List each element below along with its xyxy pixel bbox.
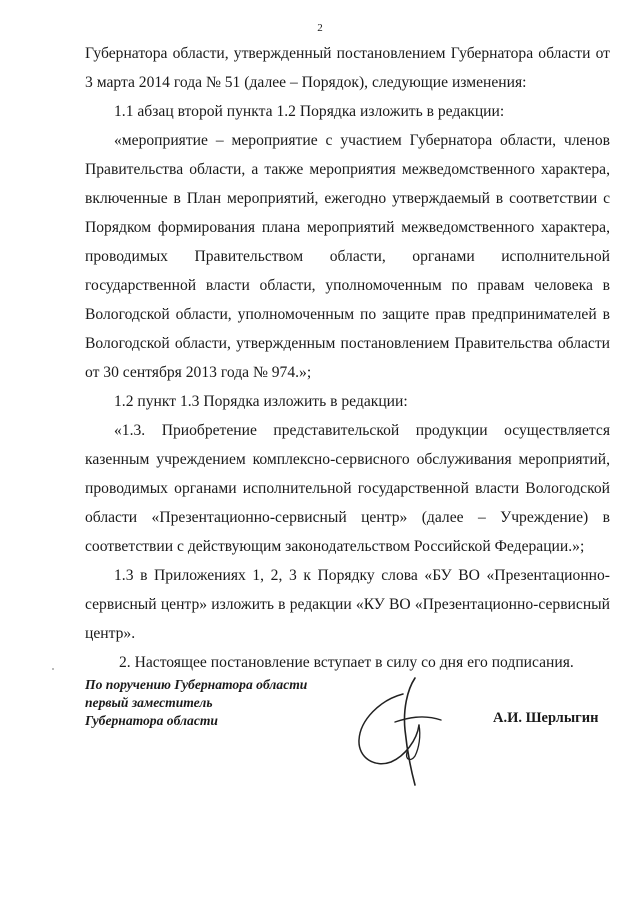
paragraph-1-1: 1.1 абзац второй пункта 1.2 Порядка изложить в редакции: <box>114 103 505 120</box>
paragraph-quote-1: «мероприятие – мероприятие с участием Губернатора области, членов Правительства области, а также мероприятия межведомственного характера, включенные в План мероприятий, ежегодно утверждаемый в соответствии с Порядком формирования плана мероприятий межведомственного характера, проводимых Правительством области, органами исполнительной государственной власти области, уполномоченным по правам человека в Вологодской области, уполномоченным по защите прав предпринимателей в Вологодской области, утвержденным постановлением Правительства области от 30 сентября 2013 года № 974.»; <box>85 132 610 381</box>
signature-line-2: первый заместитель <box>85 695 213 710</box>
signature-position-block <box>85 676 307 730</box>
document-body <box>85 39 610 677</box>
signature-line-1: По поручению Губернатора области <box>85 677 308 692</box>
paragraph-2: 2. Настоящее постановление вступает в силу со дня его подписания. <box>119 654 574 671</box>
page-number: 2 <box>317 22 323 34</box>
signatory-name: А.И. Шерлыгин <box>493 710 599 726</box>
margin-mark <box>52 668 54 670</box>
signature-line-3: Губернатора области <box>85 713 218 728</box>
paragraph-1-2: 1.2 пункт 1.3 Порядка изложить в редакции: <box>114 393 408 410</box>
handwritten-signature <box>345 670 455 790</box>
paragraph-intro: Губернатора области, утвержденный постановлением Губернатора области от 3 марта 2014 года № 51 (далее – Порядок), следующие изменения: <box>85 45 610 91</box>
paragraph-quote-2: «1.3. Приобретение представительской продукции осуществляется казенным учреждением комплексно-сервисного обслуживания мероприятий, проводимых органами исполнительной государственной власти Вологодской области «Презентационно-сервисный центр» (далее – Учреждение) в соответствии с действующим законодательством Российской Федерации.»; <box>85 422 610 555</box>
paragraph-1-3: 1.3 в Приложениях 1, 2, 3 к Порядку слова «БУ ВО «Презентационно-сервисный центр» изложить в редакции «КУ ВО «Презентационно-сервисный центр». <box>85 567 610 642</box>
